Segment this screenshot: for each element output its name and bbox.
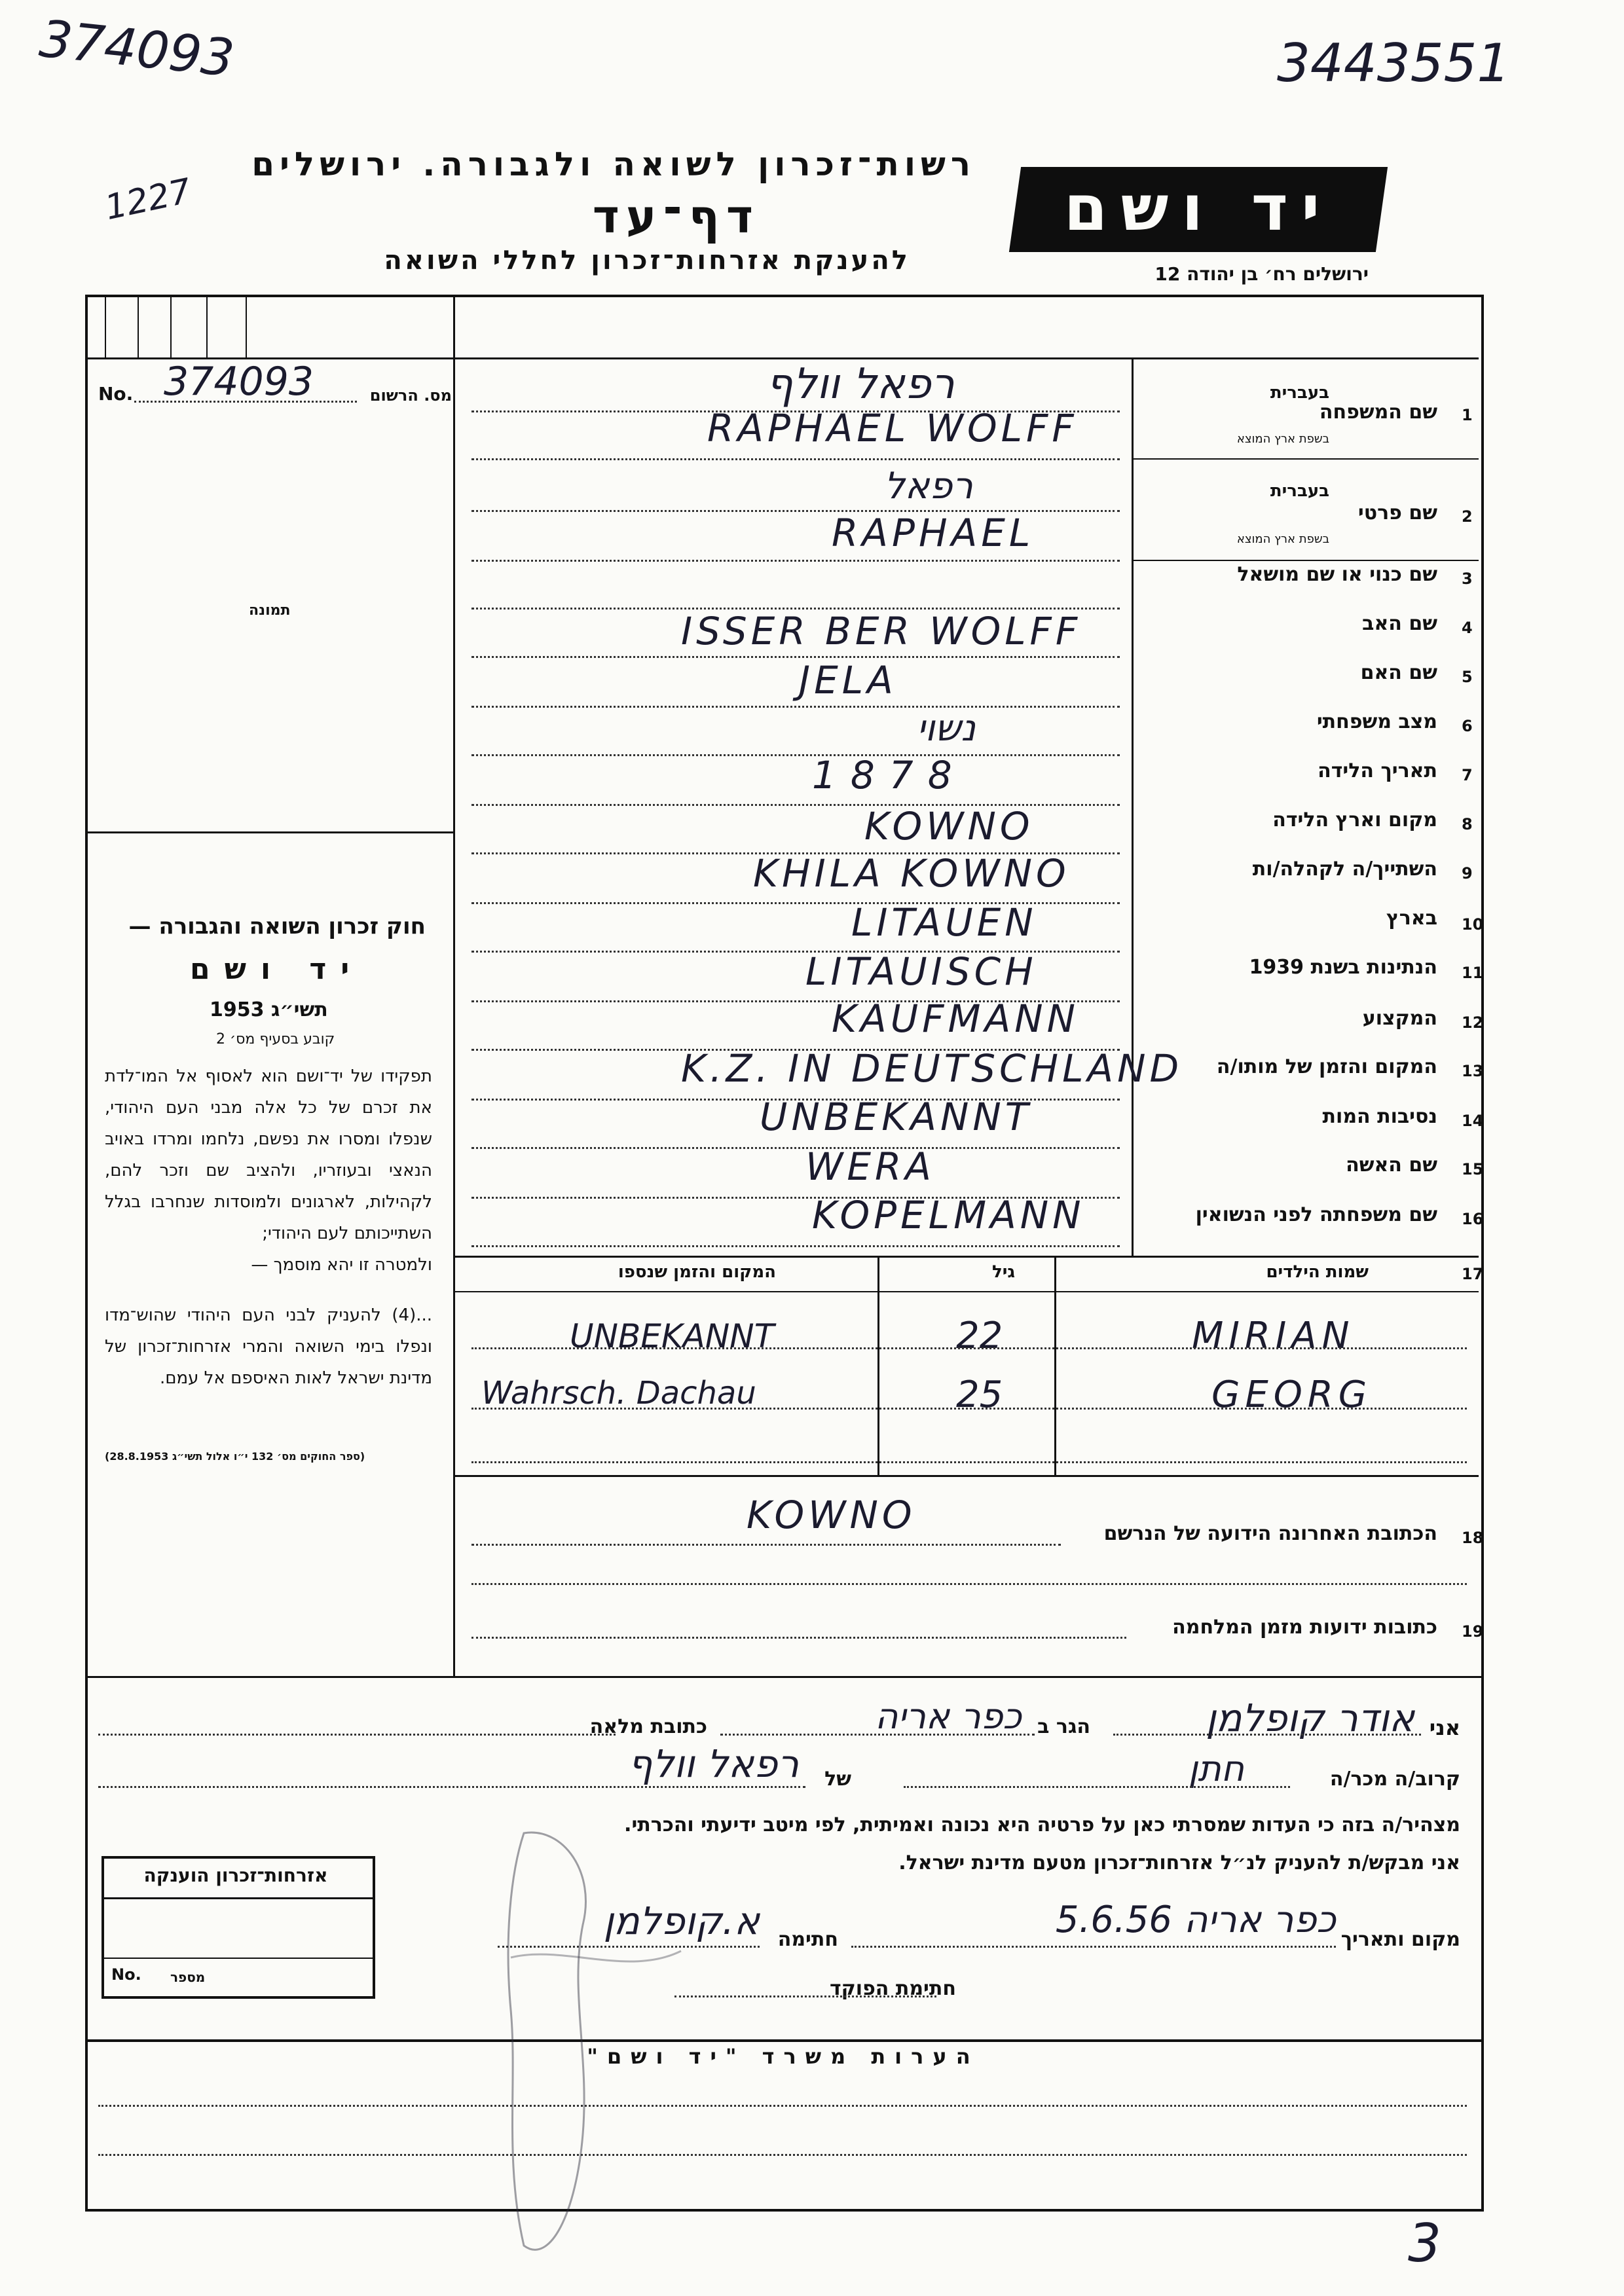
field-6-label: מצב משפחתי: [1316, 710, 1437, 733]
form-title: דף־עד: [592, 190, 760, 244]
last-address-label: הכתובת האחרונה הידועה של הנרשם: [1103, 1522, 1437, 1545]
declarant-name: אודר קופלמן: [1206, 1696, 1414, 1740]
field-2-sub-hebrew: בעברית: [1270, 481, 1329, 501]
child-2-name: GEORG: [1211, 1374, 1373, 1416]
authority-name: רשות־זכרון לשואה ולגבורה. ירושלים: [251, 145, 976, 183]
field-19-number: 19: [1462, 1622, 1484, 1641]
field-14-label: נסיבות המות: [1322, 1105, 1437, 1128]
field-15-value: WERA: [805, 1144, 935, 1189]
children-col-age: גיל: [991, 1262, 1015, 1282]
field-14-value: UNBEKANNT: [760, 1095, 1033, 1139]
field-11-value: LITAUISCH: [805, 949, 1037, 994]
field-12-number: 12: [1462, 1013, 1484, 1032]
child-1-place: UNBEKANNT: [570, 1317, 775, 1355]
full-address-label: כתובת מלאה: [589, 1715, 707, 1738]
grant-box-number-prefix: No.: [111, 1965, 141, 1984]
child-2-place: Wahrsch. Dachau: [481, 1375, 756, 1412]
law-title: חוק זכרון השואה והגבורה —: [128, 913, 426, 939]
office-notes-title: הערות משרד "יד ושם": [587, 2044, 980, 2069]
field-12-value: KAUFMANN: [832, 996, 1080, 1041]
address-line: ירושלים רח׳ בן יהודה 12: [1154, 263, 1369, 285]
field-2-value-hebrew: רפאל: [884, 465, 973, 507]
form-subtitle: להענקת אזרחות־זכרון לחללי השואה: [384, 246, 910, 276]
field-9-value: KHILA KOWNO: [753, 851, 1070, 896]
field-15-label: שם האשה: [1346, 1154, 1437, 1176]
signature-label: חתימה: [777, 1928, 838, 1951]
place-date-label: מקום ותאריך: [1340, 1928, 1460, 1951]
declaration-request: אני מבקש/ת להעניק לנ״ל אזרחות־זכרון מטעם מדינת ישראל.: [898, 1851, 1460, 1874]
field-10-label: בארץ: [1386, 907, 1437, 930]
field-6-number: 6: [1462, 717, 1473, 735]
field-13-number: 13: [1462, 1062, 1484, 1080]
photo-label: תמונה: [249, 602, 291, 619]
law-paragraph-2: ...(4) להעניק לבני העם היהודי שהוש־מדו ונפלו בימי השואה והמרי אזרחות־זכרון של מדינת ישראל לאות האיספם אל עמם.: [105, 1305, 432, 1388]
field-5-label: שם האם: [1360, 661, 1437, 684]
law-clause: קובע בסעיף מס׳ 2: [216, 1031, 335, 1048]
signature-value: א.קופלמן: [603, 1899, 760, 1943]
children-col-place: המקום והזמן שנספו: [618, 1262, 776, 1282]
handwritten-file-number: 374093: [37, 9, 237, 89]
field-4-label: שם האב: [1362, 612, 1437, 635]
field-2-sub-native: בשפת ארץ המוצא: [1236, 532, 1329, 546]
declarant-resides-label: הגר ב: [1037, 1715, 1090, 1738]
field-17-number: 17: [1462, 1265, 1484, 1283]
logo-text: יד ושם: [1063, 172, 1333, 245]
field-12-label: המקצוע: [1362, 1007, 1437, 1030]
last-address-value: KOWNO: [747, 1493, 916, 1537]
field-1-number: 1: [1462, 406, 1473, 424]
field-5-number: 5: [1462, 668, 1473, 686]
child-1-name: MIRIAN: [1192, 1315, 1355, 1357]
field-1-label: שם המשפחה: [1319, 401, 1437, 424]
field-7-number: 7: [1462, 766, 1473, 784]
field-11-number: 11: [1462, 964, 1484, 982]
field-1-value: RAPHAEL WOLFF: [707, 406, 1078, 450]
field-9-number: 9: [1462, 864, 1473, 883]
field-13-label: המקום והזמן של מותו/ה: [1216, 1055, 1437, 1078]
field-9-label: השתייך/ה לקהלה/ות: [1252, 858, 1437, 881]
field-11-label: הנתינות בשנת 1939: [1249, 956, 1437, 979]
relative-label: קרוב/ה מכר/ה: [1329, 1768, 1460, 1791]
field-14-number: 14: [1462, 1112, 1484, 1130]
child-1-age: 22: [956, 1315, 1003, 1357]
signature-scribble: [485, 1794, 720, 2278]
field-10-value: LITAUEN: [851, 900, 1037, 945]
law-citation: (ספר החוקים מס׳ 132 י״ו אלול תשי״ג 28.8.1953): [105, 1450, 365, 1463]
field-3-label: שם כנוי או שם מושאל: [1237, 563, 1437, 586]
field-8-label: מקום וארץ הלידה: [1272, 809, 1437, 831]
war-addresses-label: כתובות ידועות מזמן המלחמה: [1172, 1616, 1437, 1639]
law-name: יד ושם: [190, 953, 364, 986]
place-date-value: כפר אריה 5.6.56: [1055, 1899, 1336, 1941]
handwritten-page-number: 3: [1408, 2213, 1441, 2274]
official-signature-label: חתימת הפוקד: [830, 1977, 956, 2000]
declarant-ani: אני: [1429, 1715, 1460, 1740]
field-1-value-hebrew: רפאל וולף: [766, 360, 955, 409]
field-4-value: ISSER BER WOLFF: [681, 609, 1082, 653]
field-2-value: RAPHAEL: [832, 511, 1035, 555]
field-1-sub-native: בשפת ארץ המוצא: [1236, 432, 1329, 446]
field-7-label: תאריך הלידה: [1318, 759, 1437, 782]
registration-label: מס. הרשום: [369, 386, 452, 405]
law-paragraph-1: תפקידו של יד־ושם הוא לאסוף אל המו־לדת את זכרם של כל אלה מבני העם היהודי, שנפלו ומסרו את נפשם, נלחמו ומרדו באויב הנאצי ובעוזריו, ולהציב שם וזכר להם, לקהילות, לארגונים ולמוסדות שנחרבו בגלל השתייכותם לעם היהודי;: [105, 1066, 432, 1243]
field-15-number: 15: [1462, 1160, 1484, 1178]
field-8-value: KOWNO: [864, 804, 1034, 848]
field-4-number: 4: [1462, 619, 1473, 637]
field-5-value: JELA: [799, 658, 897, 702]
grant-box-title: אזרחות־זכרון הוענקה: [143, 1865, 328, 1886]
children-col-names: שמות הילדים: [1266, 1262, 1369, 1282]
law-paragraph-1-end: ולמטרה זו יהא מוסמך —: [251, 1255, 432, 1275]
field-16-label: שם משפחתה לפני הנשואין: [1195, 1203, 1437, 1226]
registration-prefix: No.: [98, 383, 134, 405]
declaration-statement: מצהיר/ה בזה כי העדות שמסרתי כאן על פרטיה היא נכונה ואמיתית, לפי מיטב ידיעתי והכרתי.: [624, 1813, 1460, 1836]
field-2-label: שם פרטי: [1357, 501, 1437, 524]
field-7-value: 1878: [812, 753, 967, 797]
of-name: רפאל וולף: [628, 1741, 799, 1786]
field-8-number: 8: [1462, 815, 1473, 833]
field-16-value: KOPELMANN: [812, 1193, 1085, 1237]
field-10-number: 10: [1462, 915, 1484, 934]
relation-value: חתן: [1188, 1748, 1244, 1789]
field-2-number: 2: [1462, 507, 1473, 526]
child-2-age: 25: [956, 1374, 1003, 1416]
handwritten-side-number: 1227: [101, 171, 195, 228]
registration-number: 374093: [164, 359, 314, 405]
grant-box-number-label: מספר: [170, 1969, 206, 1985]
law-year: תשי״ג 1953: [210, 998, 328, 1021]
handwritten-record-number: 3443551: [1277, 33, 1511, 94]
field-3-number: 3: [1462, 570, 1473, 588]
field-6-value: נשוי: [917, 707, 976, 750]
field-18-number: 18: [1462, 1529, 1484, 1547]
field-1-sub-hebrew: בעברית: [1270, 383, 1329, 403]
declarant-place: כפר אריה: [875, 1696, 1022, 1737]
of-label: של: [824, 1768, 851, 1791]
field-13-value: K.Z. IN DEUTSCHLAND: [681, 1046, 1183, 1091]
field-16-number: 16: [1462, 1210, 1484, 1228]
